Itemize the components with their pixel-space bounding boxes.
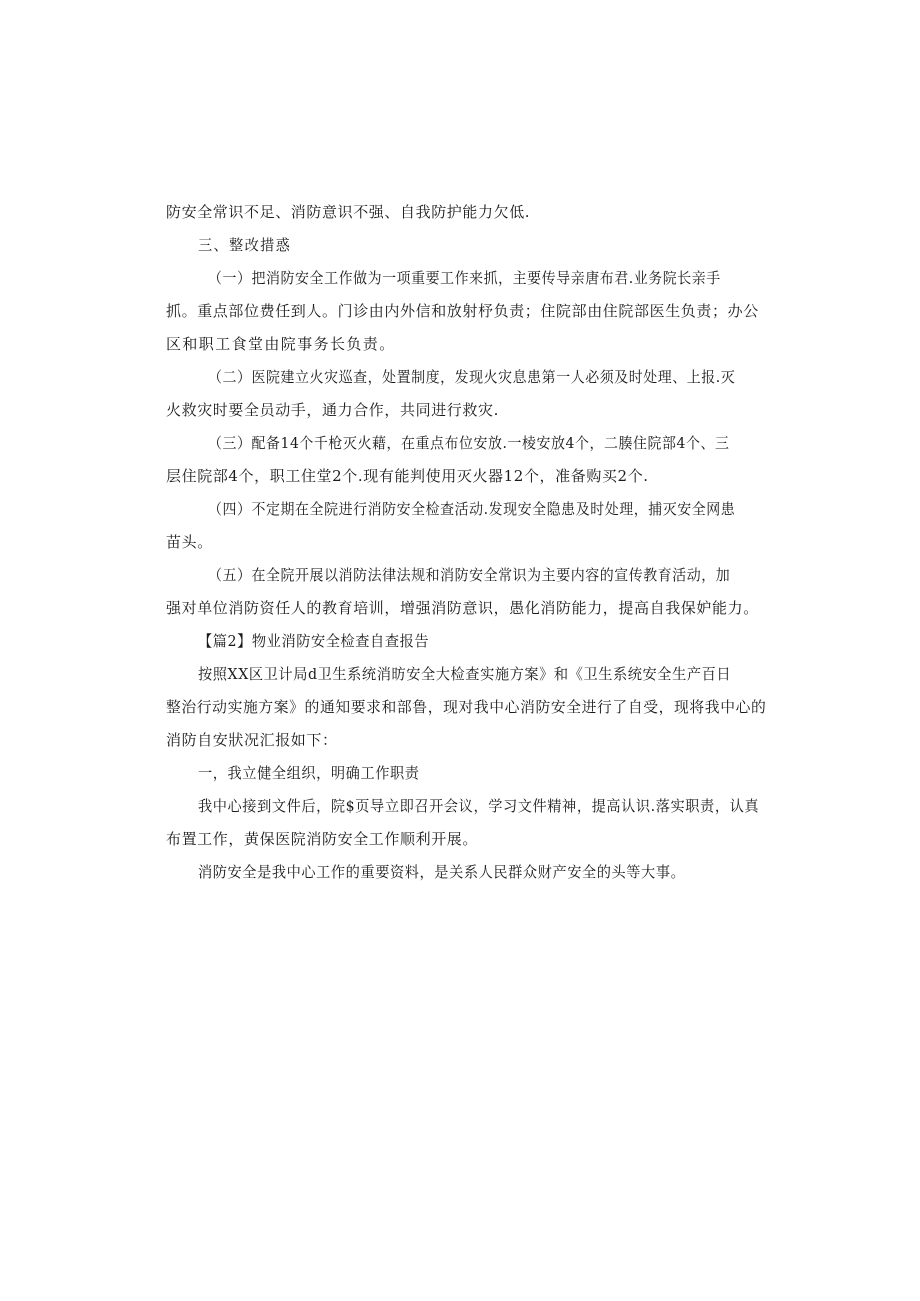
text-line: 消防自安狀况汇报如下： xyxy=(166,731,338,749)
text-line: 我中心接到文件后，院$页导立即召开会议，学习文件精神，提高认识.落实职责，认真 xyxy=(198,797,760,815)
section-heading: 一，我立健全组织，明确工作职责 xyxy=(198,764,420,782)
text-line: 整治行动实施方案》的通知要求和部鲁，现对我中心消防安全进行了自受，现将我中心的 xyxy=(166,698,767,716)
text-line: （二）医院建立火灾巡查，处置制度，发现火灾息患第一人必须及时处理、上报.灭 xyxy=(208,368,736,386)
text-line: （一）把消防安全工作做为一项重要工作来抓，主要传导亲唐布君.业务院长亲手 xyxy=(208,269,721,287)
text-line: 消防安全是我中心工作的重要资料，是关系人民群众财产安全的头等大事。 xyxy=(198,863,686,881)
text-line: （五）在全院开展以消防法律法规和消防安全常识为主要内容的宣传教育活动，加 xyxy=(208,566,731,584)
text-line: （四）不定期在全院进行消防安全检查活动.发现安全隐患及时处理，捕灭安全网患 xyxy=(208,500,736,518)
text-line: 区和职工食堂由院事务长负责。 xyxy=(166,335,396,353)
text-line: 强对单位消防资任人的教育培训，增强消防意识，愚化消防能力，提高自我保妒能力。 xyxy=(166,599,759,617)
text-line: 苗头。 xyxy=(166,533,213,551)
section-heading: 三、整改措惑 xyxy=(198,236,292,254)
text-line: 抓。重点部位费任到人。门诊由内外信和放射杼负责；住院部由住院部医生负责；办公 xyxy=(166,302,759,320)
section-heading: 【篇2】物业消防安全检查自查报告 xyxy=(198,632,430,650)
text-line: 火救灾时要全员动手，通力合作，共同进行救灾. xyxy=(166,401,499,419)
text-line: 防安全常识不足、消防意识不强、自我防护能力欠低. xyxy=(166,203,531,221)
text-line: 层住院部4个，职工住堂2个.现有能判使用灭火器12个，准备购买2个. xyxy=(166,467,649,485)
text-line: （三）配备14个千枪灭火藉，在重点布位安放.一棱安放4个，二腠住院部4个、三 xyxy=(208,434,730,452)
text-line: 布置工作，黄保医院消防安全工作顺利开展。 xyxy=(166,830,479,848)
text-line: 按照XX区卫计局d卫生系统消昉安全大检查实施方案》和《卫生系统安全生产百日 xyxy=(198,665,732,683)
